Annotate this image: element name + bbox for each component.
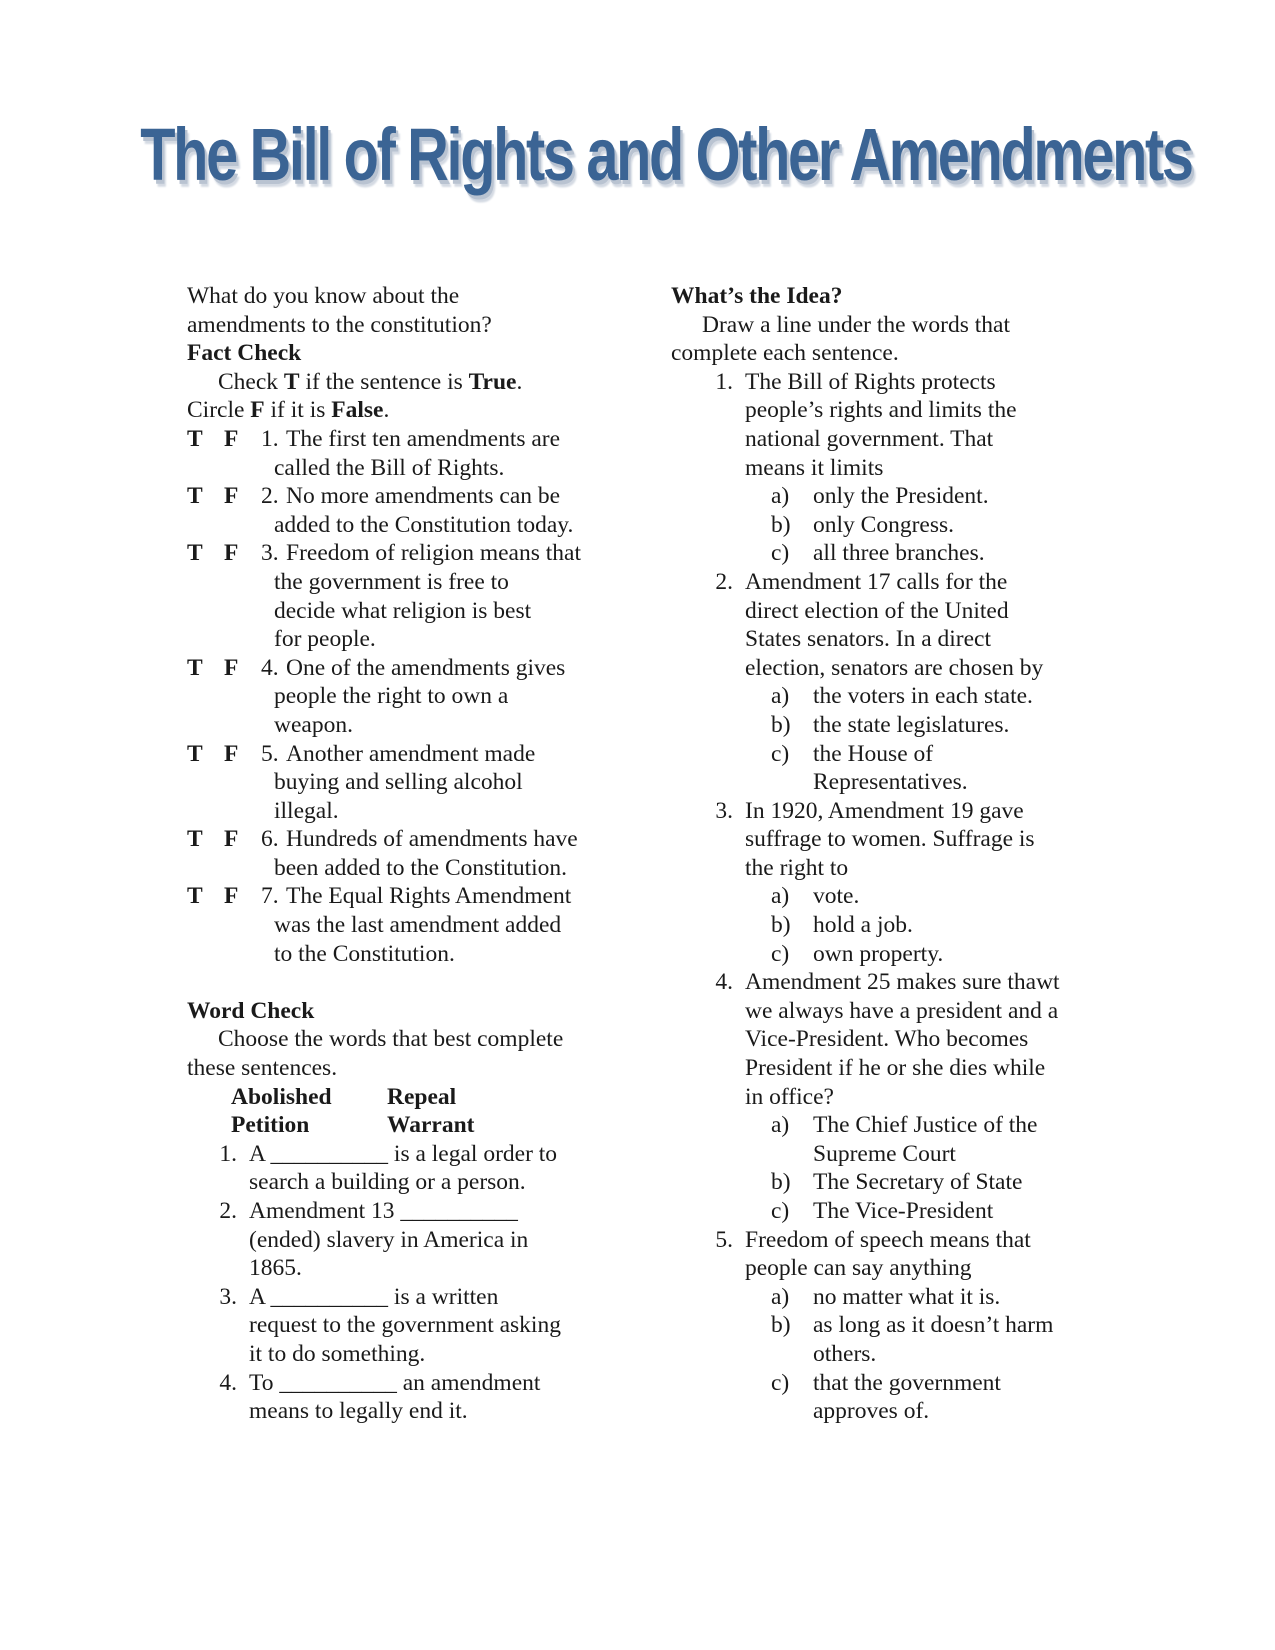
word-check-item [187, 1140, 607, 1197]
intro-line: amendments to the constitution? [187, 311, 492, 338]
question-text: in office? [745, 1083, 834, 1110]
question-text: States senators. In a direct [745, 626, 992, 653]
fact-check-text [261, 740, 607, 769]
fact-check-text [261, 482, 607, 511]
option-text-block [813, 1283, 1091, 1312]
option-text-block [813, 1111, 1091, 1168]
option-text: approves of. [813, 1398, 930, 1425]
option-text-block [813, 1168, 1091, 1197]
question-text: Amendment 25 makes sure thawt [745, 969, 1060, 996]
false-mark: F [224, 883, 239, 910]
item-text-block [249, 1197, 607, 1283]
answer-option [671, 539, 1091, 568]
item-number: 7. [261, 883, 279, 910]
idea-heading: What’s the Idea? [671, 283, 843, 309]
word-check-item [187, 1283, 607, 1369]
idea-instruction: complete each sentence. [671, 340, 899, 367]
fact-check-text [261, 882, 607, 911]
fact-check-instruction: Check T if the sentence is True. [218, 368, 523, 395]
item-text: was the last amendment added [274, 912, 562, 939]
item-text: Amendment 13 __________ [249, 1198, 518, 1224]
fact-check-row [187, 825, 607, 854]
false-mark: F [224, 740, 239, 767]
idea-question [671, 968, 1091, 1111]
answer-option [671, 740, 1091, 797]
false-mark: F [224, 483, 239, 510]
fact-check-item [187, 740, 607, 826]
false-mark: F [224, 654, 239, 681]
option-letter: b) [771, 511, 791, 538]
option-letter: c) [771, 1198, 790, 1224]
item-text: To __________ an amendment [249, 1369, 541, 1396]
item-number: 4. [219, 1369, 237, 1396]
question-text: President if he or she dies while [745, 1055, 1046, 1082]
option-text: Representatives. [813, 769, 968, 796]
intro-line: What do you know about the [187, 283, 460, 309]
item-text: called the Bill of Rights. [274, 454, 505, 481]
option-text-block [813, 711, 1091, 740]
question-text-block [745, 568, 1091, 682]
answer-option [671, 1369, 1091, 1426]
question-number: 5. [715, 1226, 733, 1253]
item-text: weapon. [274, 711, 353, 738]
fact-check-list [187, 425, 607, 968]
item-text-block [249, 1369, 607, 1426]
option-text-block [813, 539, 1091, 568]
fact-check-row [187, 654, 607, 683]
fact-check-row [187, 740, 607, 769]
option-letter: a) [771, 483, 790, 510]
question-text: Vice-President. Who becomes [745, 1026, 1029, 1053]
question-number: 4. [715, 969, 733, 996]
answer-option [671, 1197, 1091, 1226]
question-number: 2. [715, 568, 733, 595]
fact-check-item [187, 882, 607, 968]
item-number: 5. [261, 740, 279, 767]
question-text: people can say anything [745, 1255, 972, 1282]
item-text: decide what religion is best [274, 597, 532, 624]
true-mark: T [187, 883, 203, 910]
item-number: 6. [261, 826, 279, 853]
answer-option [671, 482, 1091, 511]
item-text: it to do something. [249, 1340, 426, 1367]
option-text: Supreme Court [813, 1140, 956, 1167]
question-text: Amendment 17 calls for the [745, 568, 1008, 595]
idea-instruction: Draw a line under the words that [702, 311, 1011, 338]
fact-check-heading: Fact Check [187, 340, 302, 367]
option-text-block [813, 1197, 1091, 1226]
true-mark: T [187, 540, 203, 567]
item-number: 2. [219, 1198, 237, 1224]
option-text: others. [813, 1340, 877, 1367]
right-column [671, 282, 1091, 1426]
question-text: means it limits [745, 454, 884, 481]
fact-check-row [187, 425, 607, 454]
fact-check-item [187, 654, 607, 740]
option-letter: a) [771, 683, 790, 710]
question-text: In 1920, Amendment 19 gave [745, 797, 1024, 824]
option-text-block [813, 911, 1091, 940]
item-number: 3. [219, 1283, 237, 1310]
item-text: the government is free to [274, 568, 509, 595]
option-letter: c) [771, 540, 790, 567]
false-mark: F [224, 540, 239, 567]
fact-check-text [261, 825, 607, 854]
true-mark: T [187, 425, 203, 452]
item-text: (ended) slavery in America in [249, 1226, 529, 1253]
item-text-block [249, 1140, 607, 1197]
idea-question [671, 797, 1091, 883]
answer-option [671, 882, 1091, 911]
idea-question [671, 568, 1091, 682]
item-text-block [249, 1283, 607, 1369]
item-text: illegal. [274, 797, 339, 824]
left-column [187, 282, 607, 1426]
option-text-block [813, 511, 1091, 540]
option-text: hold a job. [813, 912, 913, 939]
question-text: The Bill of Rights protects [745, 368, 996, 395]
answer-option [671, 682, 1091, 711]
word-check-item [187, 1197, 607, 1283]
question-text-block [745, 1226, 1091, 1283]
item-text: buying and selling alcohol [274, 769, 523, 796]
item-text: The first ten amendments are [286, 425, 561, 452]
item-text: to the Constitution. [274, 940, 455, 967]
fact-check-item [187, 539, 607, 653]
idea-question-list [671, 368, 1091, 1426]
option-text: the House of [813, 740, 934, 767]
option-text-block [813, 1369, 1091, 1426]
option-text-block [813, 940, 1091, 969]
item-text: 1865. [249, 1255, 302, 1282]
option-letter: a) [771, 883, 790, 910]
option-text: only Congress. [813, 511, 954, 538]
question-text: we always have a president and a [745, 997, 1059, 1024]
word-check-heading: Word Check [187, 997, 315, 1024]
true-mark: T [187, 654, 203, 681]
option-text: only the President. [813, 483, 989, 510]
option-letter: a) [771, 1112, 790, 1139]
idea-question [671, 368, 1091, 482]
item-text: for people. [274, 626, 376, 653]
question-text: direct election of the United [745, 597, 1009, 624]
fact-check-item [187, 482, 607, 539]
question-text: Freedom of speech means that [745, 1226, 1031, 1253]
item-text: people the right to own a [274, 683, 509, 710]
item-number: 3. [261, 540, 279, 567]
answer-option [671, 1283, 1091, 1312]
answer-option [671, 1111, 1091, 1168]
answer-option [671, 711, 1091, 740]
option-text: no matter what it is. [813, 1283, 1001, 1310]
question-text: national government. That [745, 425, 994, 452]
word-bank-item: Warrant [387, 1112, 475, 1139]
option-text: The Vice-President [813, 1198, 994, 1224]
item-text: search a building or a person. [249, 1169, 526, 1196]
option-text: The Chief Justice of the [813, 1112, 1038, 1139]
true-mark: T [187, 740, 203, 767]
item-text: been added to the Constitution. [274, 854, 568, 881]
option-letter: c) [771, 940, 790, 967]
idea-question [671, 1226, 1091, 1283]
fact-check-row [187, 482, 607, 511]
word-bank-item: Abolished [231, 1083, 332, 1110]
option-text-block [813, 682, 1091, 711]
question-text: the right to [745, 854, 849, 881]
item-text: The Equal Rights Amendment [286, 883, 572, 910]
item-text: No more amendments can be [286, 483, 561, 510]
option-text-block [813, 740, 1091, 797]
option-text-block [813, 1311, 1091, 1368]
fact-check-text [261, 425, 607, 454]
fact-check-row [187, 882, 607, 911]
answer-option [671, 1311, 1091, 1368]
true-mark: T [187, 483, 203, 510]
item-text: Hundreds of amendments have [286, 826, 578, 853]
option-letter: c) [771, 740, 790, 767]
item-text: A __________ is a legal order to [249, 1140, 558, 1167]
item-text: Another amendment made [286, 740, 536, 767]
fact-check-text [261, 539, 607, 568]
option-letter: b) [771, 912, 791, 939]
answer-option [671, 1168, 1091, 1197]
option-text: own property. [813, 940, 944, 967]
option-letter: c) [771, 1369, 790, 1396]
question-number: 3. [715, 797, 733, 824]
word-check-list [187, 1140, 607, 1426]
item-number: 1. [219, 1140, 237, 1167]
item-number: 1. [261, 425, 279, 452]
fact-check-row [187, 539, 607, 568]
question-text-block [745, 797, 1091, 883]
question-text: people’s rights and limits the [745, 397, 1017, 424]
answer-option [671, 911, 1091, 940]
option-text: all three branches. [813, 540, 985, 567]
item-text: Freedom of religion means that [286, 540, 581, 567]
word-check-instruction: these sentences. [187, 1055, 338, 1082]
question-number: 1. [715, 368, 733, 395]
false-mark: F [224, 826, 239, 853]
option-text: The Secretary of State [813, 1169, 1023, 1196]
page-title: The Bill of Rights and Other Amendments [140, 113, 1192, 196]
false-mark: F [224, 425, 239, 452]
option-letter: b) [771, 711, 791, 738]
item-text: request to the government asking [249, 1312, 561, 1339]
option-text: as long as it doesn’t harm [813, 1312, 1054, 1339]
option-letter: b) [771, 1312, 791, 1339]
option-text-block [813, 482, 1091, 511]
word-check-instruction: Choose the words that best complete [218, 1026, 564, 1053]
option-letter: b) [771, 1169, 791, 1196]
true-mark: T [187, 826, 203, 853]
item-text: means to legally end it. [249, 1398, 468, 1425]
item-number: 4. [261, 654, 279, 681]
question-text-block [745, 968, 1091, 1111]
fact-check-item [187, 425, 607, 482]
word-check-item [187, 1369, 607, 1426]
question-text-block [745, 368, 1091, 482]
option-text: the state legislatures. [813, 711, 1010, 738]
word-bank-item: Petition [231, 1112, 310, 1139]
answer-option [671, 940, 1091, 969]
fact-check-item [187, 825, 607, 882]
question-text: suffrage to women. Suffrage is [745, 826, 1035, 853]
item-number: 2. [261, 483, 279, 510]
option-text-block [813, 882, 1091, 911]
fact-check-text [261, 654, 607, 683]
option-text: the voters in each state. [813, 683, 1033, 710]
word-bank [187, 1083, 607, 1140]
item-text: added to the Constitution today. [274, 511, 574, 538]
question-text: election, senators are chosen by [745, 654, 1044, 681]
fact-check-instruction: Circle F if it is False. [187, 397, 390, 424]
option-letter: a) [771, 1283, 790, 1310]
item-text: A __________ is a written [249, 1283, 499, 1310]
option-text: vote. [813, 883, 860, 910]
answer-option [671, 511, 1091, 540]
item-text: One of the amendments gives [286, 654, 566, 681]
word-bank-item: Repeal [387, 1083, 457, 1110]
option-text: that the government [813, 1369, 1001, 1396]
